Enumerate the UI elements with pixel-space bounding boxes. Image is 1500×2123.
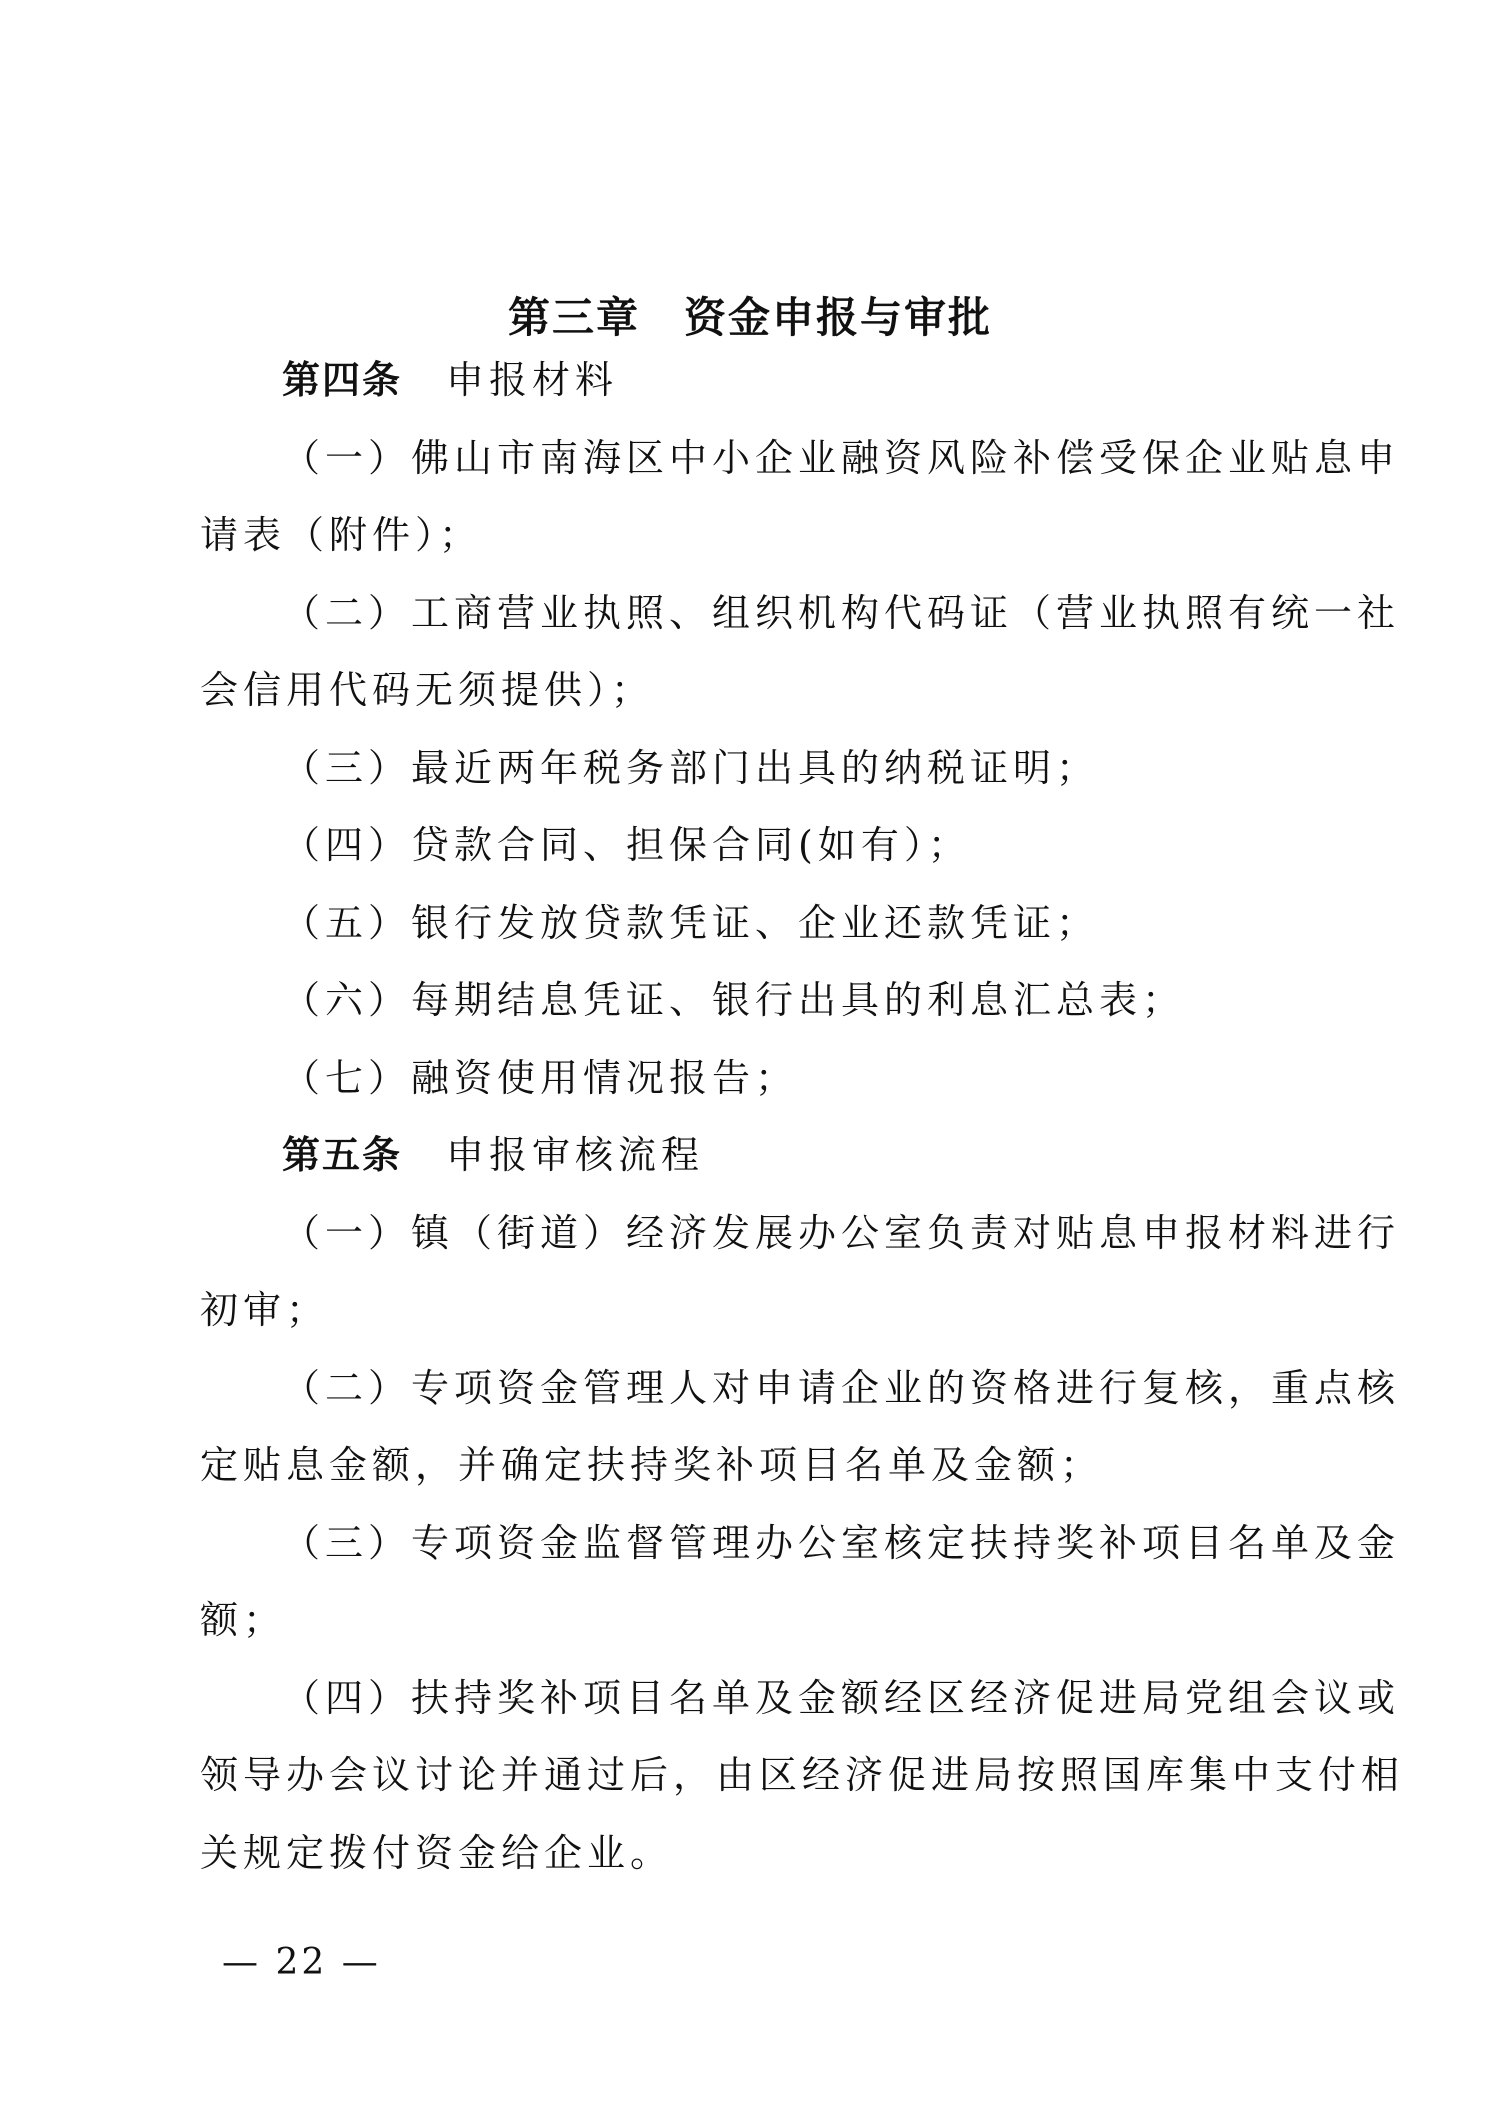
article-4-item-7: （七）融资使用情况报告； — [282, 1056, 799, 1100]
article-5-item-2-line-1: （二）专项资金管理人对申请企业的资格进行复核，重点核 — [282, 1366, 1401, 1410]
article-4-item-5: （五）银行发放贷款凭证、企业还款凭证； — [282, 901, 1100, 945]
article-4-number: 第四条 — [282, 358, 403, 402]
article-5-item-3-line-1: （三）专项资金监督管理办公室核定扶持奖补项目名单及金 — [282, 1521, 1401, 1565]
article-5-item-4-line-1: （四）扶持奖补项目名单及金额经区经济促进局党组会议或 — [282, 1676, 1401, 1720]
article-4-title: 申报材料 — [446, 358, 619, 402]
article-4-item-6: （六）每期结息凭证、银行出具的利息汇总表； — [282, 978, 1186, 1022]
article-4-item-2-line-1: （二）工商营业执照、组织机构代码证（营业执照有统一社 — [282, 591, 1401, 635]
article-5-item-1-line-1: （一）镇（街道）经济发展办公室负责对贴息申报材料进行 — [282, 1211, 1401, 1255]
article-5-number: 第五条 — [282, 1133, 403, 1177]
article-5-item-2-line-2: 定贴息金额，并确定扶持奖补项目名单及金额； — [200, 1443, 1104, 1487]
article-5-item-1-line-2: 初审； — [200, 1288, 330, 1332]
article-5-title: 申报审核流程 — [446, 1133, 705, 1177]
article-4-item-1-line-2: 请表（附件）； — [200, 513, 483, 557]
article-4-item-1-line-1: （一）佛山市南海区中小企业融资风险补偿受保企业贴息申 — [282, 436, 1401, 480]
article-4-heading — [282, 355, 1332, 405]
article-4-item-2-line-2: 会信用代码无须提供）； — [200, 668, 655, 712]
article-5-item-3-line-2: 额； — [200, 1598, 287, 1642]
article-4-item-4: （四）贷款合同、担保合同(如有）； — [282, 823, 971, 867]
chapter-title: 第三章 资金申报与审批 — [507, 293, 992, 342]
page-number: — 22 — — [222, 1942, 381, 1983]
article-5-item-4-line-3: 关规定拨付资金给企业。 — [200, 1831, 674, 1875]
article-5-item-4-line-2: 领导办会议讨论并通过后，由区经济促进局按照国库集中支付相 — [200, 1753, 1405, 1797]
article-4-item-3: （三）最近两年税务部门出具的纳税证明； — [282, 746, 1100, 790]
article-5-heading — [282, 1130, 1332, 1180]
